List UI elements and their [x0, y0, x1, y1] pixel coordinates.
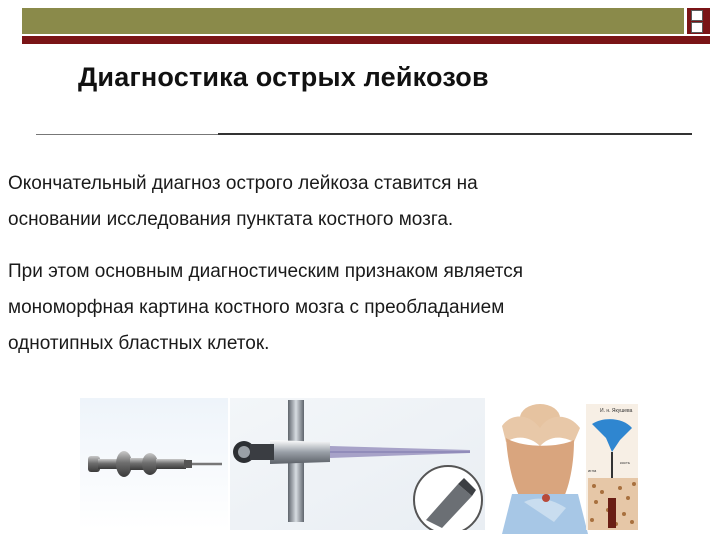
- title-rule-thin: [36, 134, 224, 135]
- paragraph-2-line-1: При этом основным диагностическим признаком является: [8, 261, 524, 282]
- paragraph-1-line-2: основании исследования пунктата костного мозга.: [8, 209, 454, 230]
- procedure-label-1: игла: [588, 468, 597, 473]
- slide-title: Диагностика острых лейкозов: [78, 62, 489, 92]
- header-square-block: [687, 8, 710, 34]
- sternal-puncture-illustration-icon: [488, 398, 640, 534]
- paragraph-1-line-1: Окончательный диагноз острого лейкоза ставится на: [8, 173, 478, 194]
- procedure-label-2: кость: [620, 460, 630, 465]
- procedure-caption: И. н. Якушева: [600, 408, 633, 414]
- header-olive-bar: [22, 8, 684, 34]
- header-maroon-bar: [22, 36, 710, 44]
- paragraph-2-line-2: мономорфная картина костного мозга с преобладанием: [8, 297, 505, 318]
- header-square-top: [691, 10, 703, 21]
- needle-closeup-icon: [230, 398, 485, 530]
- paragraph-2: [8, 254, 698, 362]
- paragraph-1: [8, 166, 698, 238]
- title-rule-thick: [218, 133, 692, 135]
- bone-marrow-needle-icon: [80, 398, 228, 530]
- header-square-bottom: [691, 22, 703, 33]
- header-decoration: [22, 8, 710, 44]
- paragraph-2-line-3: однотипных бластных клеток.: [8, 333, 270, 354]
